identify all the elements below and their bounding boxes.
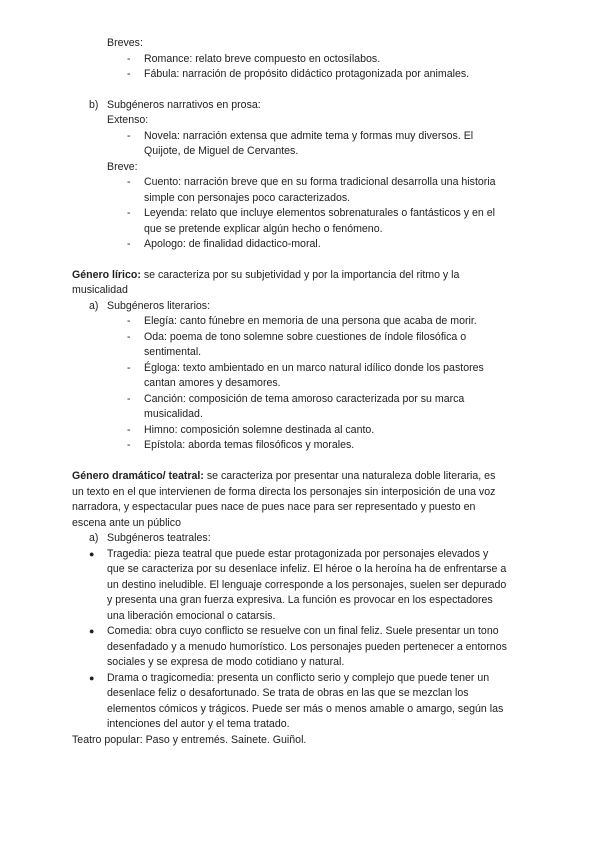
- extenso-label: Extenso:: [107, 114, 149, 126]
- cuento-item-cont: simple con personajes poco caracterizados.: [144, 192, 351, 204]
- list-marker-b: b): [89, 99, 99, 111]
- tragedia-item-cont: que se caracteriza por su desenlace infeliz. El héroe o la heroína ha de enfrentarse a: [107, 563, 507, 575]
- cancion-item: Canción: composición de tema amoroso caracterizada por su marca: [144, 393, 465, 405]
- dramatico-intro-cont: un texto en el que intervienen de forma directa los personajes sin interposición de una voz: [72, 486, 496, 498]
- subgeneros-teatrales-title: Subgéneros teatrales:: [107, 532, 211, 544]
- tragedia-item: Tragedia: pieza teatral que puede estar protagonizada por personajes elevados y: [107, 548, 489, 560]
- dash-icon: -: [127, 207, 131, 219]
- fabula-item: Fábula: narración de propósito didáctico protagonizada por animales.: [144, 68, 470, 80]
- dramatico-intro: [72, 469, 495, 485]
- oda-item: Oda: poema de tono solemne sobre cuestiones de índole filosófica o: [144, 331, 467, 343]
- dash-icon: -: [127, 53, 131, 65]
- subgeneros-prosa-title: Subgéneros narrativos en prosa:: [107, 99, 261, 111]
- egloga-item-cont: cantan amores y desamores.: [144, 377, 281, 389]
- dash-icon: -: [127, 393, 131, 405]
- dash-icon: -: [127, 176, 131, 188]
- dramatico-intro-cont: escena ante un público: [72, 517, 181, 529]
- oda-item-cont: sentimental.: [144, 346, 202, 358]
- epistola-item: Epístola: aborda temas filosóficos y morales.: [144, 439, 355, 451]
- drama-item-cont: intenciones del autor y el tema tratado.: [107, 718, 290, 730]
- dash-icon: -: [127, 439, 131, 451]
- dash-icon: -: [127, 130, 131, 142]
- lirico-intro-text: se caracteriza por su subjetividad y por la importancia del ritmo y la: [140, 269, 460, 281]
- tragedia-item-cont: y presenta una gran fuerza expresiva. La función es provocar en los espectadores: [107, 594, 493, 606]
- list-marker-a: a): [89, 300, 99, 312]
- drama-item-cont: desenlace feliz o desafortunado. Se trata de obras en las que se mezclan los: [107, 687, 469, 699]
- cuento-item: Cuento: narración breve que en su forma tradicional desarrolla una historia: [144, 176, 496, 188]
- lirico-intro: [72, 268, 459, 284]
- novela-item: Novela: narración extensa que admite tema y formas muy diversos. El: [144, 130, 474, 142]
- leyenda-item-cont: que se pretende explicar algún hecho o fenómeno.: [144, 223, 383, 235]
- dramatico-intro-cont: narradora, y espectacular pues nace de pues nace para ser representado y puesto en: [72, 501, 476, 513]
- drama-item: Drama o tragicomedia: presenta un conflicto serio y complejo que puede tener un: [107, 672, 490, 684]
- breves-label: Breves:: [107, 37, 143, 49]
- dash-icon: -: [127, 331, 131, 343]
- subgeneros-literarios-title: Subgéneros literarios:: [107, 300, 211, 312]
- list-marker-a: a): [89, 532, 99, 544]
- teatro-popular-line: Teatro popular: Paso y entremés. Sainete. Guiñol.: [72, 734, 307, 746]
- apologo-item: Apologo: de finalidad didactico-moral.: [144, 238, 321, 250]
- comedia-item: Comedia: obra cuyo conflicto se resuelve con un final feliz. Suele presentar un tono: [107, 625, 499, 637]
- dash-icon: -: [127, 424, 131, 436]
- novela-item-cont: Quijote, de Miguel de Cervantes.: [144, 145, 299, 157]
- dash-icon: -: [127, 68, 131, 80]
- leyenda-item: Leyenda: relato que incluye elementos sobrenaturales o fantásticos y en el: [144, 207, 495, 219]
- elegia-item: Elegía: canto fúnebre en memoria de una persona que acaba de morir.: [144, 315, 477, 327]
- dramatico-intro-text: se caracteriza por presentar una naturaleza doble literaria, es: [203, 470, 496, 482]
- drama-item-cont: elementos cómicos y trágicos. Puede ser más o menos amable o amargo, según las: [107, 703, 504, 715]
- lirico-intro-cont: musicalidad: [72, 284, 128, 296]
- tragedia-item-cont: una liberación emocional o catarsis.: [107, 610, 276, 622]
- bullet-icon: ●: [89, 626, 95, 636]
- dramatico-heading: Género dramático/ teatral:: [72, 470, 204, 482]
- tragedia-item-cont: un destino ineludible. El lenguaje corresponde a los personajes, suelen ser depurado: [107, 579, 507, 591]
- comedia-item-cont: desenfadado y a menudo humorístico. Los personajes pueden pertenecer a entornos: [107, 641, 507, 653]
- romance-item: Romance: relato breve compuesto en octosílabos.: [144, 53, 381, 65]
- breve-label: Breve:: [107, 161, 138, 173]
- bullet-icon: ●: [89, 549, 95, 559]
- cancion-item-cont: musicalidad.: [144, 408, 203, 420]
- egloga-item: Égloga: texto ambientado en un marco natural idílico donde los pastores: [144, 362, 484, 374]
- lirico-heading: Género lírico:: [72, 269, 141, 281]
- dash-icon: -: [127, 238, 131, 250]
- dash-icon: -: [127, 315, 131, 327]
- dash-icon: -: [127, 362, 131, 374]
- himno-item: Himno: composición solemne destinada al canto.: [144, 424, 375, 436]
- comedia-item-cont: sociales y se expresa de modo cotidiano y natural.: [107, 656, 345, 668]
- bullet-icon: ●: [89, 673, 95, 683]
